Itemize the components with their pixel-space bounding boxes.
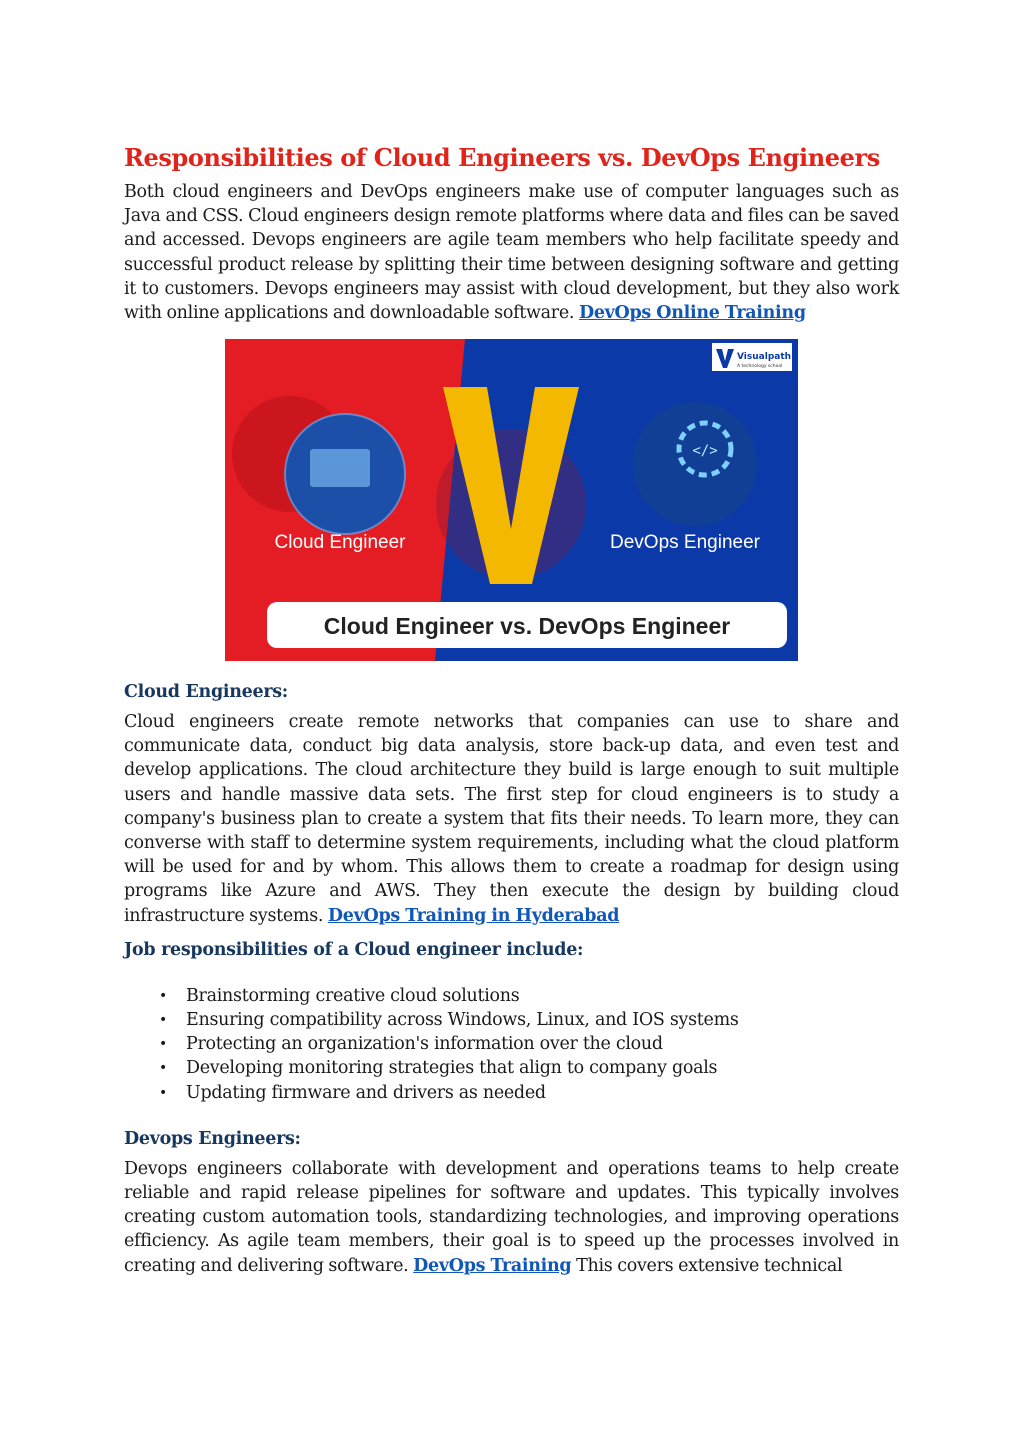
responsibilities-list (124, 984, 899, 1105)
intro-text: Both cloud engineers and DevOps engineers make use of computer languages such as Java and CSS. Cloud engineers design remote platforms where data and files can be saved and accessed. Devops engineers are agile team members who help facilitate speedy and successful product release by splitting their time between designing software and getting it to customers. Devops engineers may assist with cloud development, but they also work with online applications and downloadable software. (124, 182, 899, 324)
devops-tail-text: This covers extensive technical (571, 1255, 843, 1276)
document-page (124, 140, 899, 325)
devops-online-training-link[interactable]: DevOps Online Training (578, 303, 806, 324)
devops-paragraph (124, 1157, 899, 1278)
list-item: • Updating firmware and drivers as needed (124, 1081, 899, 1105)
intro-paragraph (124, 180, 899, 325)
job-responsibilities-heading: Job responsibilities of a Cloud engineer include: (124, 939, 584, 960)
devops-text: Devops engineers collaborate with development and operations teams to help create reliable and rapid release pipelines for software and updates. This typically involves creating custom automation tools, standardizing technologies, and improving operations efficiency. As agile team members, their goal is to speed up the processes involved in creating and delivering software. (124, 1158, 899, 1276)
bullet-icon: • (159, 1012, 167, 1029)
devops-engineer-label: DevOps Engineer (610, 532, 760, 553)
cloud-text: Cloud engineers create remote networks that companies can use to share and communicate data, conduct big data analysis, store back-up data, and even test and develop applications. The cloud architecture they build is large enough to suit multiple users and handle massive data sets. The first step for cloud engineers is to study a company's business plan to create a system that fits their needs. To learn more, they can converse with staff to determine system requirements, including what the cloud platform will be used for and by whom. This allows them to create a roadmap for design using programs like Azure and AWS. They then execute the design by building cloud infrastructure systems. (124, 712, 899, 926)
list-item: • Developing monitoring strategies that align to company goals (124, 1056, 899, 1080)
page-title: Responsibilities of Cloud Engineers vs. DevOps Engineers (124, 143, 880, 172)
devops-training-link[interactable]: DevOps Training (413, 1255, 572, 1276)
hero-image (225, 339, 798, 661)
cloud-paragraph (124, 710, 899, 928)
svg-text:</>: </> (692, 443, 718, 459)
hero-banner-text: Cloud Engineer vs. DevOps Engineer (323, 613, 731, 639)
bullet-icon: • (159, 987, 167, 1004)
devops-engineer-photo (633, 402, 757, 526)
cloud-engineer-label: Cloud Engineer (274, 532, 406, 553)
cloud-section (124, 680, 899, 1278)
devops-engineers-heading: Devops Engineers: (124, 1128, 301, 1149)
bullet-icon: • (159, 1084, 167, 1101)
devops-training-hyderabad-link[interactable]: DevOps Training in Hyderabad (327, 905, 620, 926)
logo-tagline: A technology school (737, 364, 783, 369)
cloud-engineers-heading: Cloud Engineers: (124, 682, 288, 702)
bullet-icon: • (159, 1060, 167, 1077)
list-item: • Brainstorming creative cloud solutions (124, 984, 899, 1008)
list-item: • Ensuring compatibility across Windows, Linux, and IOS systems (124, 1008, 899, 1032)
logo-text: Visualpath (737, 352, 792, 362)
list-item: • Protecting an organization's information over the cloud (124, 1032, 899, 1056)
bullet-icon: • (159, 1036, 167, 1053)
